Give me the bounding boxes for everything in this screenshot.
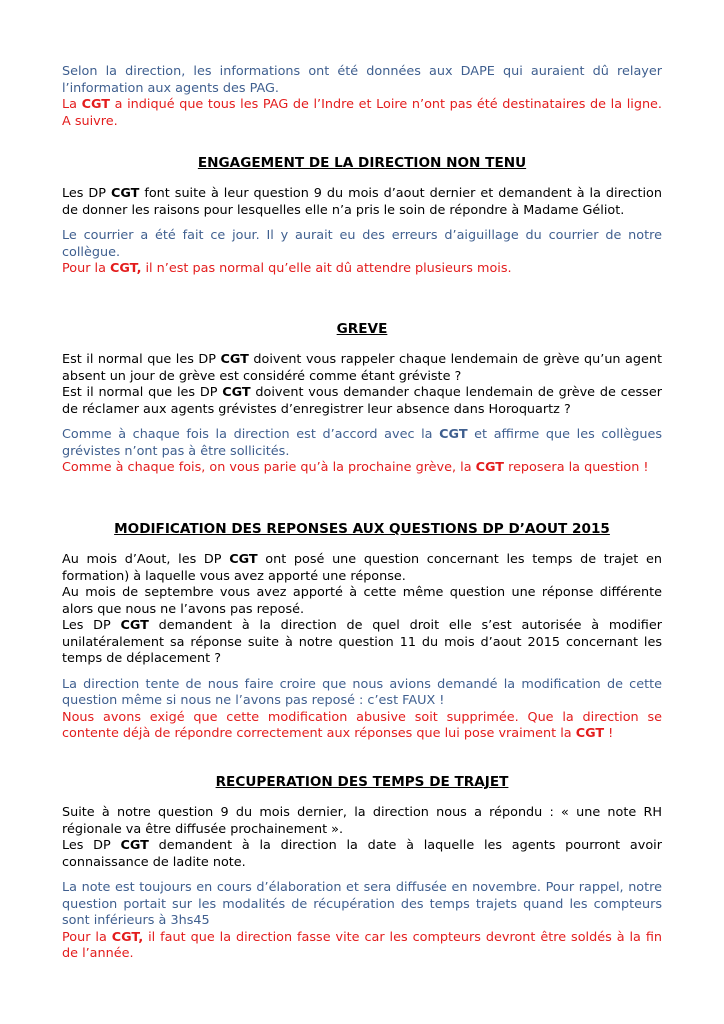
cgt-label: CGT, xyxy=(110,261,142,276)
cgt-label: CGT xyxy=(222,385,251,400)
cgt-label: CGT xyxy=(575,726,605,741)
intro-direction-answer: Selon la direction, les informations ont été données aux DAPE qui auraient dû relayer l’information aux agents des PAG. xyxy=(62,64,662,96)
text-fragment: Nous avons exigé que cette modification abusive soit supprimée. Que la direction se contente déjà de répondre correctement aux réponses que lui pose vraiment la xyxy=(62,709,662,741)
text-fragment: reposera la question ! xyxy=(504,460,649,475)
greve-section xyxy=(62,352,662,477)
text-fragment: a indiqué que tous les PAG de l’Indre et Loire n’ont pas été destinataires de la ligne. A suivre. xyxy=(62,97,662,129)
section-title-recuperation: RECUPERATION DES TEMPS DE TRAJET xyxy=(215,774,509,790)
modification-section xyxy=(62,552,662,743)
text-fragment: doivent vous demander chaque lendemain de grève de cesser de réclamer aux agents grévistes d’enregistrer leur absence dans Horoquartz ? xyxy=(62,385,662,417)
recuperation-question-2 xyxy=(62,838,662,871)
text-fragment: demandent à la direction la date à laquelle les agents pourront avoir connaissance de ladite note. xyxy=(62,838,662,870)
cgt-label: CGT, xyxy=(111,929,144,945)
recuperation-direction-answer: La note est toujours en cours d’élaboration et sera diffusée en novembre. Pour rappel, notre question portait sur les modalités de récupération des temps trajets quand les compteurs sont inférieurs à 3hs45 xyxy=(62,880,662,928)
section-title-greve: GREVE xyxy=(336,321,388,337)
text-fragment: Est il normal que les DP xyxy=(62,385,223,400)
text-fragment: Les DP xyxy=(62,186,111,201)
section-title-modification: MODIFICATION DES REPONSES AUX QUESTIONS DP D’AOUT 2015 xyxy=(114,521,610,537)
recuperation-question-1: Suite à notre question 9 du mois dernier, la direction nous a répondu : « une note RH régionale va être diffusée prochainement ». xyxy=(62,805,662,837)
text-fragment: Les DP xyxy=(62,838,121,853)
text-fragment: Pour la xyxy=(62,261,110,276)
cgt-label: CGT xyxy=(110,186,140,201)
cgt-label: CGT xyxy=(120,838,149,853)
intro-cgt-response xyxy=(62,97,662,130)
cgt-label: CGT xyxy=(475,460,505,475)
cgt-label: CGT xyxy=(229,552,258,567)
greve-direction-answer xyxy=(62,427,662,460)
modification-question-1 xyxy=(62,552,662,585)
cgt-label: CGT xyxy=(220,352,249,367)
greve-question-2 xyxy=(62,385,662,418)
section-title-engagement: ENGAGEMENT DE LA DIRECTION NON TENU xyxy=(197,155,527,171)
text-fragment: demandent à la direction de quel droit elle s’est autorisée à modifier unilatéralement sa réponse suite à notre question 11 du mois d’aout 2015 concernant les temps de déplacement ? xyxy=(62,618,662,666)
modification-question-2: Au mois de septembre vous avez apporté à cette même question une réponse différente alors que nous ne l’avons pas reposé. xyxy=(62,585,662,617)
text-fragment: il faut que la direction fasse vite car les compteurs devront être soldés à la fin de l’année. xyxy=(62,929,662,961)
text-fragment: Comme à chaque fois la direction est d’accord avec la xyxy=(62,427,440,442)
text-fragment: et affirme que les collègues grévistes n’ont pas à être sollicités. xyxy=(62,427,662,459)
engagement-direction-answer: Le courrier a été fait ce jour. Il y aurait eu des erreurs d’aiguillage du courrier de notre collègue. xyxy=(62,228,662,260)
recuperation-section xyxy=(62,805,662,963)
text-fragment: ont posé une question concernant les temps de trajet en formation) à laquelle vous avez apporté une réponse. xyxy=(62,552,662,584)
text-fragment: Est il normal que les DP xyxy=(62,352,221,367)
text-fragment: Comme à chaque fois, on vous parie qu’à la prochaine grève, la xyxy=(62,460,476,475)
cgt-label: CGT xyxy=(120,618,149,633)
modification-question-3 xyxy=(62,618,662,668)
text-fragment: il n’est pas normal qu’elle ait dû attendre plusieurs mois. xyxy=(141,261,512,276)
text-fragment: ! xyxy=(604,726,614,741)
intro-section xyxy=(62,64,662,130)
modification-cgt-response xyxy=(62,710,662,743)
engagement-cgt-response xyxy=(62,261,662,278)
text-fragment: font suite à leur question 9 du mois d’aout dernier et demandent à la direction de donner les raisons pour lesquelles elle n’a pris le soin de répondre à Madame Géliot. xyxy=(62,186,662,218)
text-fragment: Au mois d’Aout, les DP xyxy=(62,552,230,567)
greve-cgt-response xyxy=(62,460,662,477)
recuperation-cgt-response xyxy=(62,930,662,963)
text-fragment: La xyxy=(62,97,82,112)
engagement-section xyxy=(62,186,662,278)
greve-question-1 xyxy=(62,352,662,385)
cgt-label: CGT xyxy=(439,427,468,442)
text-fragment: doivent vous rappeler chaque lendemain de grève qu’un agent absent un jour de grève est considéré comme étant gréviste ? xyxy=(62,352,663,384)
engagement-question xyxy=(62,186,662,219)
modification-direction-answer: La direction tente de nous faire croire que nous avions demandé la modification de cette question même si nous ne l’avons pas reposé : c’est FAUX ! xyxy=(62,676,662,708)
text-fragment: Les DP xyxy=(62,618,121,633)
cgt-label: CGT xyxy=(81,97,111,112)
text-fragment: Pour la xyxy=(62,929,112,945)
